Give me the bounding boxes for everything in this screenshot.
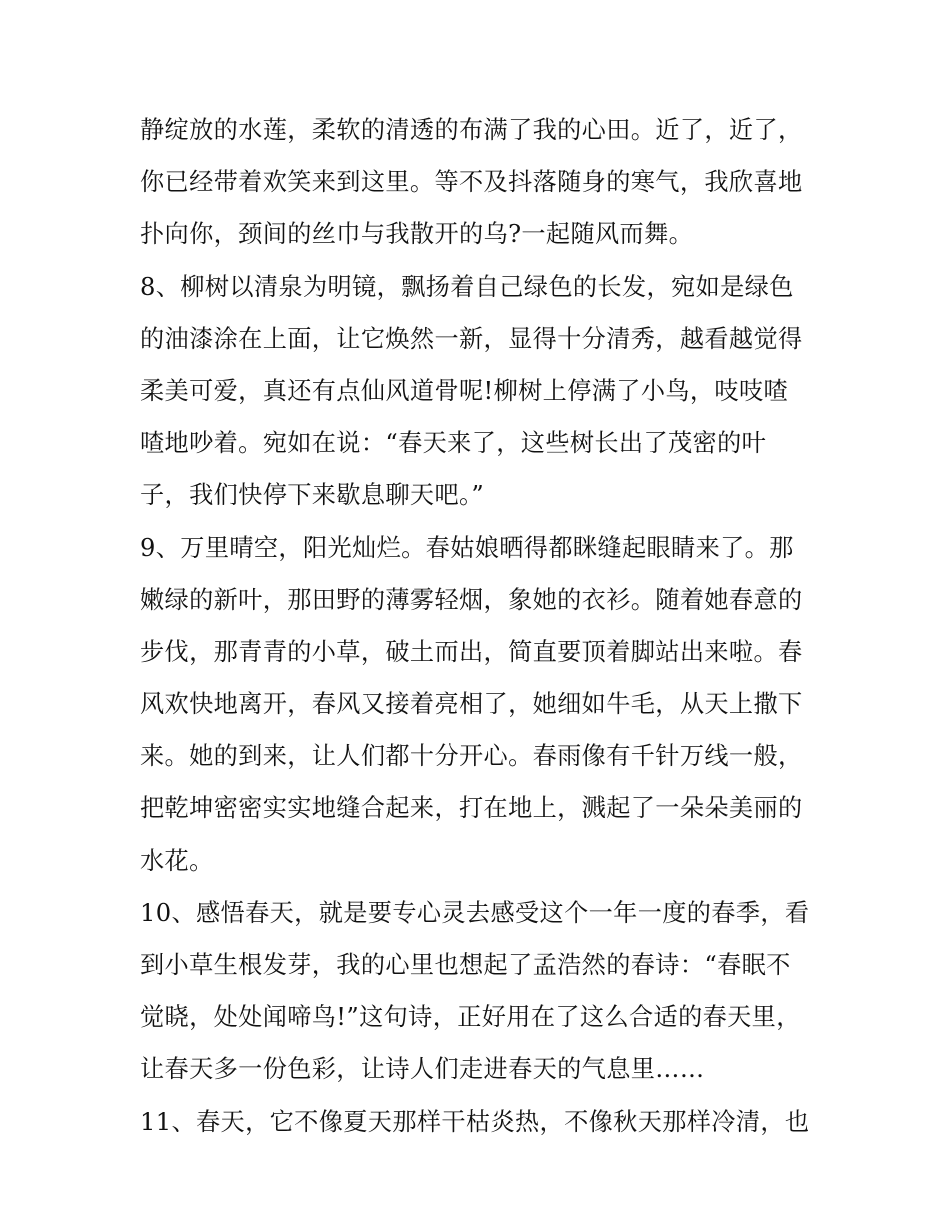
text-line: 嫩绿的新叶，那田野的薄雾轻烟，象她的衣衫。随着她春意的 [140, 585, 803, 614]
text-line: 喳地吵着。宛如在说：“春天来了，这些树长出了茂密的叶 [140, 429, 767, 458]
text-line: 把乾坤密密实实地缝合起来，打在地上，溅起了一朵朵美丽的 [140, 794, 803, 823]
text-line: 风欢快地离开，春风又接着亮相了，她细如牛毛，从天上撒下 [140, 690, 803, 719]
text-line: 步伐，那青青的小草，破土而出，简直要顶着脚站出来啦。春 [140, 637, 803, 666]
text-line: 觉晓，处处闻啼鸟!”这句诗，正好用在了这么合适的春天里， [140, 1003, 801, 1032]
text-line: 11、春天，它不像夏天那样干枯炎热，不像秋天那样冷清，也 [140, 1107, 810, 1136]
text-line: 9、万里晴空，阳光灿烂。春姑娘晒得都眯缝起眼睛来了。那 [140, 533, 794, 562]
text-line: 10、感悟春天，就是要专心灵去感受这个一年一度的春季，看 [140, 898, 810, 927]
text-line: 静绽放的水莲，柔软的清透的布满了我的心田。近了，近了， [140, 116, 803, 144]
text-line: 水花。 [140, 846, 214, 875]
text-line: 到小草生根发芽，我的心里也想起了孟浩然的春诗：“春眠不 [140, 951, 791, 979]
article-text [140, 104, 820, 1148]
text-line: 扑向你，颈间的丝巾与我散开的乌?一起随风而舞。 [140, 220, 694, 249]
text-line: 柔美可爱，真还有点仙风道骨呢!柳树上停满了小鸟，吱吱喳 [140, 376, 789, 405]
text-line: 的油漆涂在上面，让它焕然一新，显得十分清秀，越看越觉得 [140, 324, 803, 353]
text-line: 你已经带着欢笑来到这里。等不及抖落随身的寒气，我欣喜地 [140, 168, 803, 197]
text-line: 8、柳树以清泉为明镜，飘扬着自己绿色的长发，宛如是绿色 [140, 272, 794, 301]
text-line: 子，我们快停下来歇息聊天吧。” [140, 481, 485, 510]
text-line: 来。她的到来，让人们都十分开心。春雨像有千针万线一般， [140, 742, 803, 771]
text-line: 让春天多一份色彩，让诗人们走进春天的气息里…… [140, 1055, 705, 1084]
